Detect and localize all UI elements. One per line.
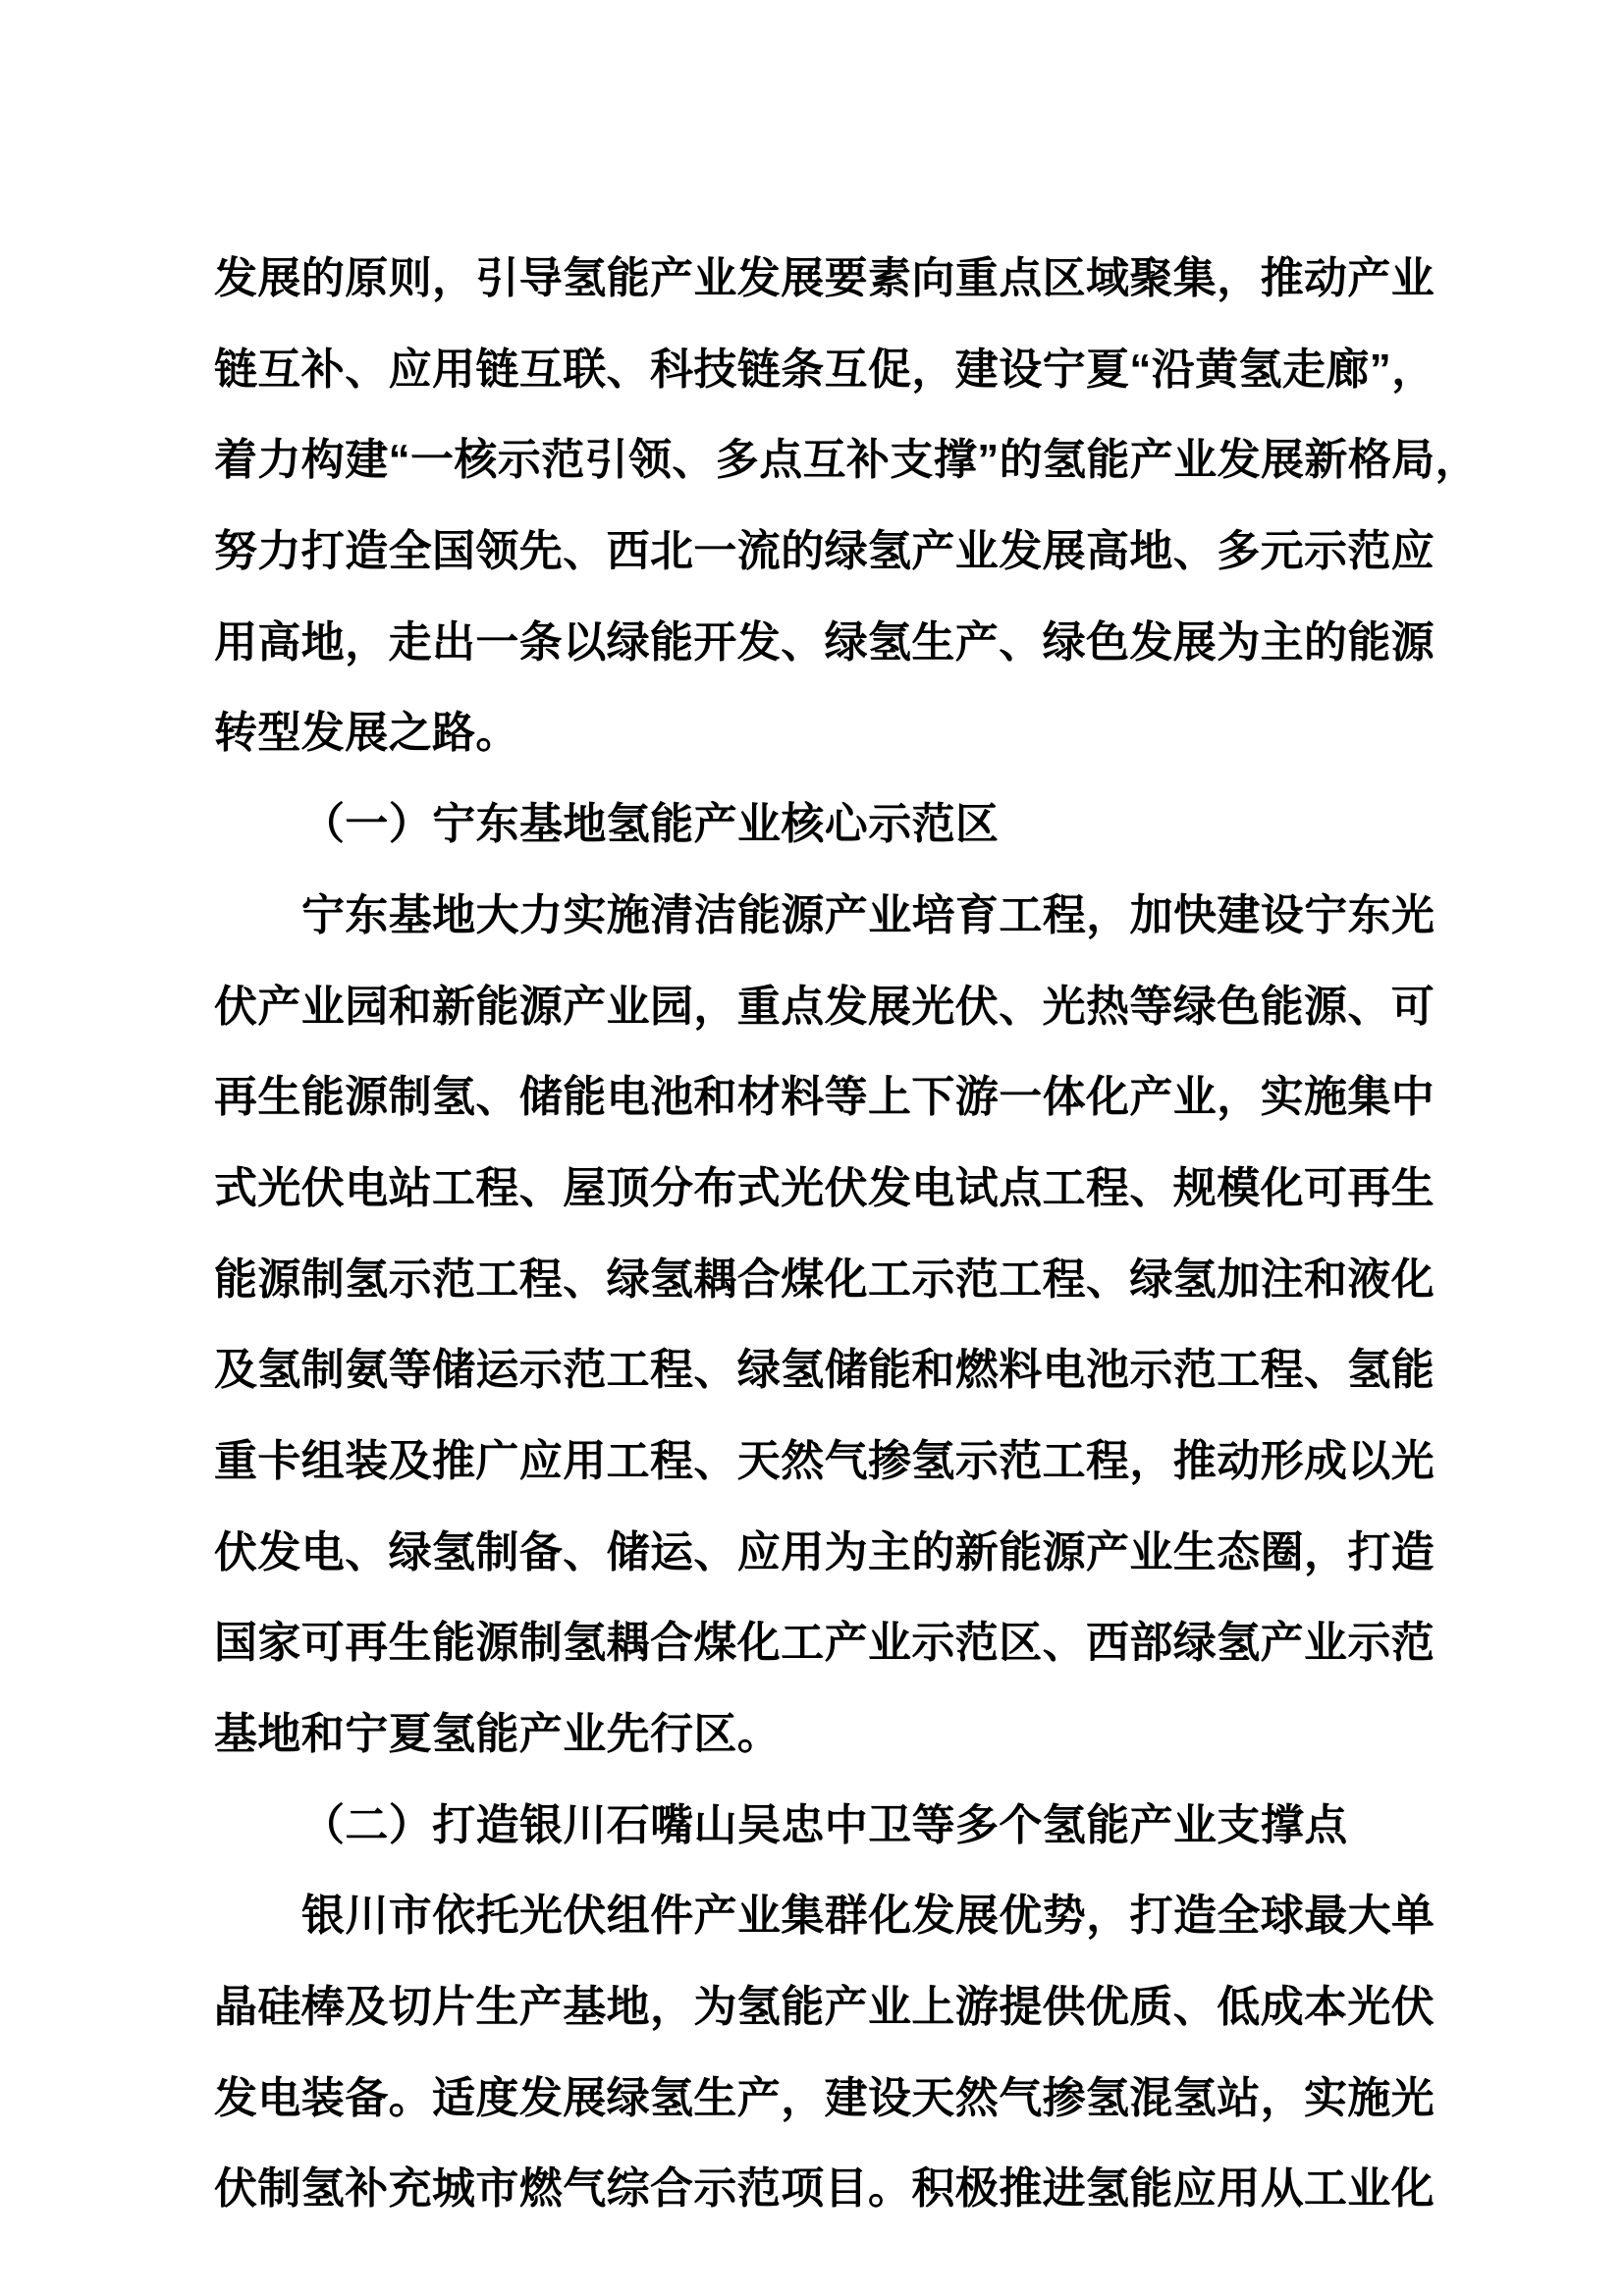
text-line: 银川市依托光伏组件产业集群化发展优势，打造全球最大单 xyxy=(301,1892,1435,1941)
text-line: 发电装备。适度发展绿氢生产，建设天然气掺氢混氢站，实施光 xyxy=(214,2073,1435,2122)
text-line: 宁东基地大力实施清洁能源产业培育工程，加快建设宁东光 xyxy=(301,890,1435,939)
text-line: 用高地，走出一条以绿能开发、绿氢生产、绿色发展为主的能源 xyxy=(214,617,1435,667)
text-line: 伏制氢补充城市燃气综合示范项目。积极推进氢能应用从工业化 xyxy=(214,2164,1435,2214)
text-line: 伏发电、绿氢制备、储运、应用为主的新能源产业生态圈，打造 xyxy=(214,1527,1435,1576)
text-line: 晶硅棒及切片生产基地，为氢能产业上游提供优质、低成本光伏 xyxy=(214,1983,1435,2032)
text-line: 基地和宁夏氢能产业先行区。 xyxy=(214,1710,782,1758)
text-line: 重卡组装及推广应用工程、天然气掺氢示范工程，推动形成以光 xyxy=(214,1436,1435,1485)
text-line: 能源制氢示范工程、绿氢耦合煤化工示范工程、绿氢加注和液化 xyxy=(214,1255,1435,1304)
text-line: 转型发展之路。 xyxy=(214,709,519,758)
text-line: 国家可再生能源制氢耦合煤化工产业示范区、西部绿氢产业示范 xyxy=(214,1619,1435,1668)
text-line: 链互补、应用链互联、科技链条互促，建设宁夏“沿黄氢走廊”， xyxy=(214,345,1435,394)
text-line: 着力构建“一核示范引领、多点互补支撑”的氢能产业发展新格局， xyxy=(214,436,1479,485)
text-line: 发展的原则，引导氢能产业发展要素向重点区域聚集，推动产业 xyxy=(214,254,1435,302)
text-line: 努力打造全国领先、西北一流的绿氢产业发展高地、多元示范应 xyxy=(214,527,1435,576)
text-line: 伏产业园和新能源产业园，重点发展光伏、光热等绿色能源、可 xyxy=(214,982,1435,1031)
section-heading: （一）宁东基地氢能产业核心示范区 xyxy=(301,800,1000,849)
text-line: 及氢制氨等储运示范工程、绿氢储能和燃料电池示范工程、氢能 xyxy=(214,1346,1435,1395)
text-line: 再生能源制氢、储能电池和材料等上下游一体化产业，实施集中 xyxy=(214,1073,1435,1122)
text-line: 式光伏电站工程、屋顶分布式光伏发电试点工程、规模化可再生 xyxy=(214,1163,1435,1212)
section-heading: （二）打造银川石嘴山吴忠中卫等多个氢能产业支撑点 xyxy=(301,1800,1348,1849)
